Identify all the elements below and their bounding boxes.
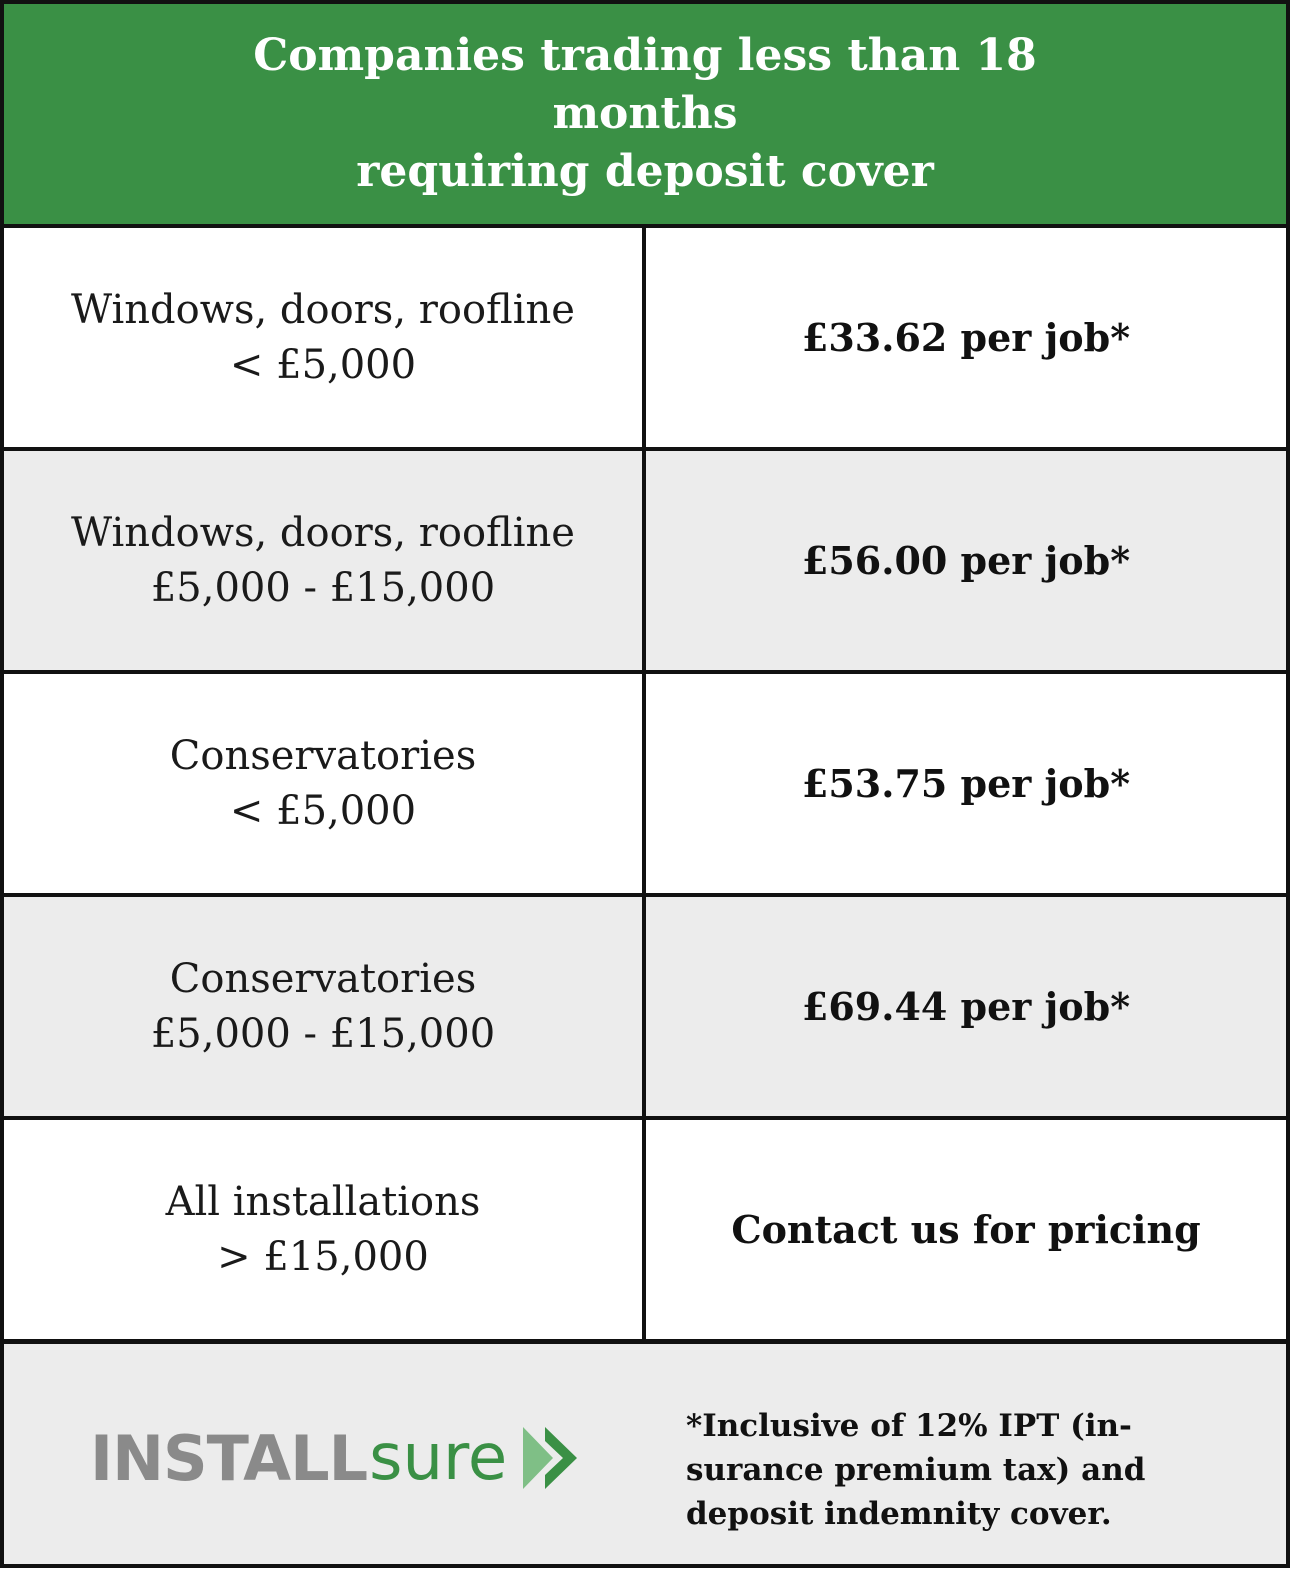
table-row [4,451,1286,670]
installsure-logo [90,1408,581,1508]
price-cell [646,228,1286,447]
category-label: Windows, doors, roofline £5,000 - £15,000 [71,509,575,611]
category-cell [4,674,642,893]
category-label: All installations > £15,000 [165,1178,481,1280]
table-row [4,228,1286,447]
table-header [4,4,1286,224]
price-label: £56.00 per job* [801,538,1131,583]
price-label: £33.62 per job* [801,315,1131,360]
category-cell [4,897,642,1116]
table-row [4,1120,1286,1339]
table-footer [4,1344,1286,1564]
table-row [4,674,1286,893]
category-cell [4,228,642,447]
category-label: Conservatories £5,000 - £15,000 [150,955,496,1057]
price-cell [646,897,1286,1116]
price-label: £53.75 per job* [801,761,1131,806]
price-cell [646,451,1286,670]
footnote: *Inclusive of 12% IPT (in-surance premium tax) and deposit indemnity cover. [686,1408,1146,1532]
category-label: Conservatories < £5,000 [169,732,477,834]
logo-install-text: INSTALL [90,1421,368,1495]
category-cell [4,451,642,670]
table-row [4,897,1286,1116]
table-title: Companies trading less than 18 months requiring deposit cover [253,30,1037,197]
double-chevron-right-icon [521,1423,581,1493]
category-cell [4,1120,642,1339]
price-label: Contact us for pricing [731,1207,1201,1252]
price-label: £69.44 per job* [801,984,1131,1029]
logo-sure-text: sure [369,1421,508,1495]
price-cell [646,1120,1286,1339]
price-cell [646,674,1286,893]
category-label: Windows, doors, roofline < £5,000 [71,286,575,388]
